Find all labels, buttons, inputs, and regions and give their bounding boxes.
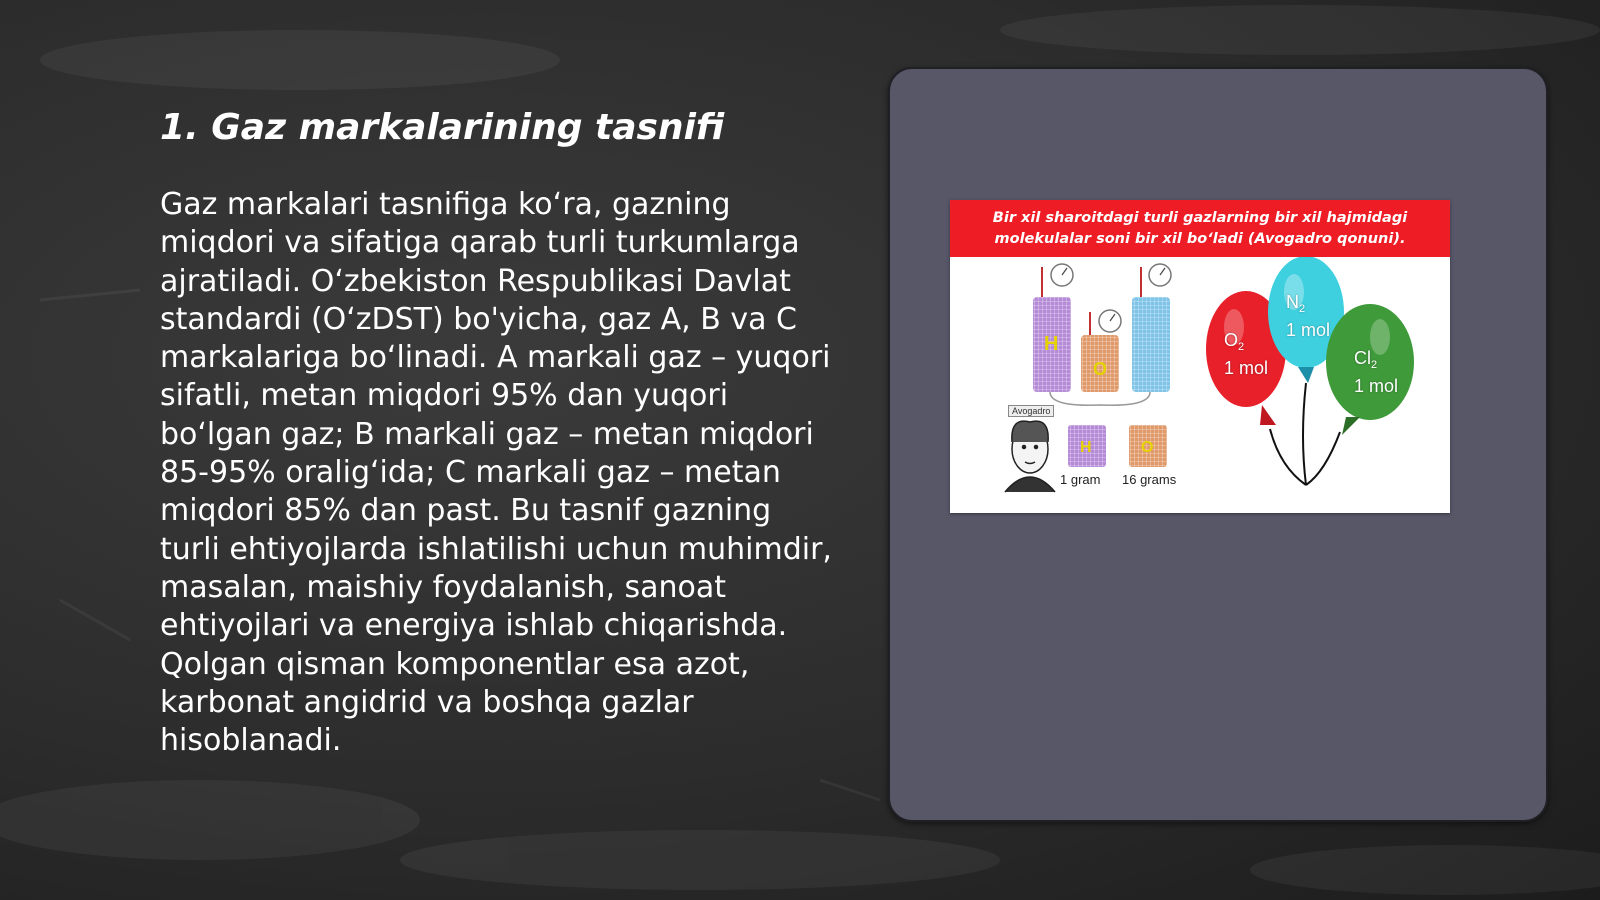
- oxygen-mass-label: 16 grams: [1122, 472, 1177, 487]
- gas-cylinder-right: [1132, 264, 1171, 392]
- avogadro-portrait: [1005, 421, 1055, 492]
- slide-body-text: Gaz markalari tasnifiga ko‘ra, gazning miqdori va sifatiga qarab turli turkumlarga ajratiladi. O‘zbekiston Respublikasi Davlat standardi (O‘zDST) bo'yicha, gaz A, B va C markalariga bo‘linadi. A markali gaz – yuqori sifatli, metan miqdori 95% dan yuqori bo‘lgan gaz; B markali gaz – metan miqdori 85-95% oralig‘ida; C markali gaz – metan miqdori 85% dan past. Bu tasnif gazning turli ehtiyojlarda ishlatilishi uchun muhimdir, masalan, maishiy foydalanish, sanoat ehtiyojlari va energiya ishlab chiqarishda. Qolgan qisman komponentlar esa azot, karbonat angidrid va boshqa gazlar hisoblanadi.: [160, 187, 832, 759]
- hydrogen-mass-label: 1 gram: [1060, 472, 1101, 487]
- sample-oxygen: [1129, 425, 1167, 467]
- avogadro-figure: [950, 200, 1450, 513]
- svg-text:H: H: [1044, 333, 1059, 355]
- slide-title: 1. Gaz markalarining tasnifi: [160, 107, 725, 148]
- balloon-cl2-label: $Cl_2$ 1 mol: [1354, 348, 1399, 396]
- balloon-o2-label: $O_2$ 1 mol: [1224, 330, 1269, 378]
- svg-text:O: O: [1093, 359, 1108, 379]
- svg-text:H: H: [1080, 439, 1092, 456]
- figure-banner: [950, 200, 1450, 257]
- gas-cylinder-middle: [1081, 310, 1121, 392]
- balloon-n2-label: $N_2$ 1 mol: [1286, 292, 1331, 340]
- figure-banner-text: Bir xil sharoitdagi turli gazlarning bir xil hajmidagi molekulalar soni bir xil bo‘ladi (Avogadro qonuni).: [992, 210, 1408, 247]
- svg-text:O: O: [1141, 439, 1154, 456]
- portrait-tag: Avogadro: [1008, 405, 1054, 417]
- gas-cylinder-left: [1033, 264, 1073, 392]
- balloon-strings: [1270, 383, 1340, 485]
- sample-hydrogen: [1068, 425, 1106, 467]
